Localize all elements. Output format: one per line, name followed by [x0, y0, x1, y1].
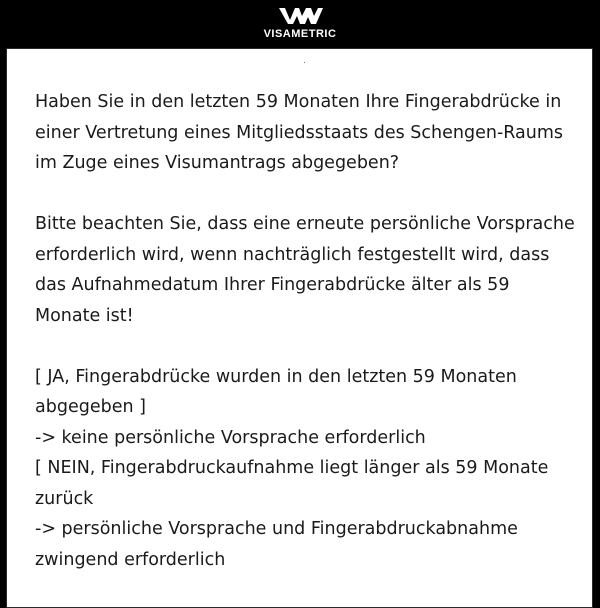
option-no-label[interactable]: [ NEIN, Fingerabdruckaufnahme liegt länger als 59 Monate zurück	[35, 458, 549, 509]
brand-name: VISAMETRIC	[263, 28, 337, 40]
option-no-consequence: -> persönliche Vorsprache und Fingerabdruckabnahme zwingend erforderlich	[35, 519, 518, 570]
spacer	[35, 331, 575, 362]
header-bar	[0, 0, 600, 46]
question-text: Haben Sie in den letzten 59 Monaten Ihre Fingerabdrücke in einer Vertretung eines Mitgliedsstaats des Schengen-Raums im Zuge eines Visumantrags abgegeben?	[35, 92, 564, 173]
dialog-content	[35, 87, 575, 575]
visametric-logo-icon	[278, 6, 324, 26]
divider-dot	[304, 62, 305, 63]
fingerprint-question-dialog	[6, 48, 593, 608]
spacer	[35, 179, 575, 210]
option-yes-consequence: -> keine persönliche Vorsprache erforderlich	[35, 427, 426, 448]
option-yes-label[interactable]: [ JA, Fingerabdrücke wurden in den letzten 59 Monaten abgegeben ]	[35, 366, 517, 417]
notice-text: Bitte beachten Sie, dass eine erneute persönliche Vorsprache erforderlich wird, wenn nachträglich festgestellt wird, dass das Aufnahmedatum Ihrer Fingerabdrücke älter als 59 Monate ist!	[35, 214, 575, 326]
